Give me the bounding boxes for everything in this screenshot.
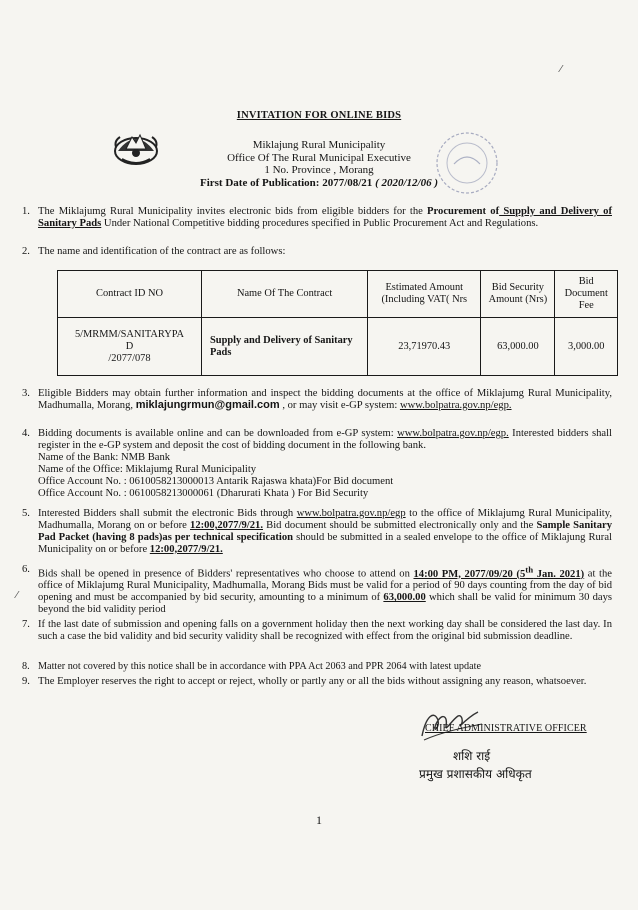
cell-contract-name: Supply and Delivery of Sanitary Pads: [202, 318, 368, 376]
clause-4: [22, 428, 612, 499]
cell-contract-id: [58, 318, 202, 376]
document-title: INVITATION FOR ONLINE BIDS: [236, 110, 402, 121]
clause-2: [22, 246, 612, 258]
clause-number: 9.: [22, 676, 30, 687]
officer-name-nepali: शशि राई: [453, 749, 491, 763]
contract-id-part: D: [125, 340, 134, 352]
procurement-subject: Supply and Delivery of Sanitary Pads: [38, 206, 612, 229]
province-line: 1 No. Province , Morang: [264, 164, 374, 176]
clause-text-mid: to the office of Miklajumg Rural Municipality, Madhumalla, Morang on or before: [38, 508, 612, 531]
clause-3: [22, 388, 612, 412]
office-name: Office Of The Rural Municipal Executive: [227, 151, 411, 164]
clause-7: [22, 619, 612, 643]
contract-id-part: /2077/078: [108, 352, 151, 364]
margin-mark: ⁄: [16, 590, 18, 601]
header-contract-id: Contract ID NO: [58, 271, 202, 318]
cell-document-fee: 3,000.00: [555, 318, 618, 376]
page-number: 1: [316, 813, 322, 827]
clause-text: If the last date of submission and opening falls on a government holiday then the next working day shall be considered the last day. In such a case the bid validity and bid security validity shall be recognized with effect from the original bid submission deadline.: [38, 619, 612, 642]
clause-text: Eligible Bidders may obtain further information and inspect the bidding documents at the office of Miklajumg Rural Municipality, Madhumalla, Morang,: [38, 388, 612, 411]
table-row: [58, 318, 618, 376]
sample-requirement: Sample Sanitary Pad Packet (having 8 pads)as per technical specification: [38, 519, 612, 543]
clause-number: 6.: [22, 564, 30, 575]
clause-text: Matter not covered by this notice shall be in accordance with PPA Act 2063 and PPR 2064 with latest update: [38, 661, 481, 672]
procurement-label: Procurement of: [427, 206, 500, 217]
cell-bid-security: 63,000.00: [481, 318, 555, 376]
clause-text: Bids shall be opened in presence of Bidders' representatives who choose to attend on: [38, 568, 414, 580]
header-contract-name: Name Of The Contract: [202, 271, 368, 318]
egp-link[interactable]: www.bolpatra.gov.np/egp: [296, 508, 406, 519]
clause-5: [22, 508, 612, 556]
clause-text-mid: , or may visit e-GP system:: [279, 399, 400, 411]
opening-date-ad: Jan. 2021): [533, 568, 585, 580]
header-bid-security: Bid Security Amount (Nrs): [481, 271, 555, 318]
clause-9: [22, 676, 612, 688]
egp-link[interactable]: www.bolpatra.gov.np/egp.: [399, 399, 512, 411]
egp-link[interactable]: www.bolpatra.gov.np/egp.: [397, 428, 509, 439]
clause-6: [22, 564, 612, 616]
clause-text: Bidding documents is available online and can be downloaded from e-GP system:: [38, 428, 398, 439]
clause-text: The Miklajumg Rural Municipality invites electronic bids from eligible bidders for the: [38, 206, 428, 217]
bank-account-security: Office Account No. : 0610058213000061 (Dharurati Khata ) For Bid Security: [38, 487, 369, 499]
clause-number: 5.: [22, 508, 30, 519]
clause-text-end: Under National Competitive bidding procedures specified in Public Procurement Act and Regulations.: [101, 217, 539, 229]
table-header-row: [58, 271, 618, 318]
cell-estimated-amount: 23,71970.43: [368, 318, 481, 376]
opening-date-main: 14:00 PM, 2077/09/20 (5: [413, 568, 526, 580]
publication-label: First Date of Publication: 2077/08/21: [199, 176, 376, 189]
clause-number: 8.: [22, 661, 30, 672]
contact-email[interactable]: miklajungrmun@gmail.com: [135, 398, 280, 411]
office-stamp: [432, 128, 502, 198]
contract-table: [57, 270, 618, 376]
publication-date: [0, 177, 638, 190]
org-name: Miklajung Rural Municipality: [252, 139, 386, 151]
clause-number: 4.: [22, 428, 30, 439]
submission-deadline: 12:00,2077/9/21.: [190, 519, 263, 531]
clause-text-mid: at the office of Miklajumg Rural Municipality, Madhumalla, Morang Bids must be valid for a period of 90 days counting from the day of bid opening and must be accompanied by bid security, amounting to a minimum of: [38, 568, 612, 604]
clause-text-end: which shall be valid for minimum 30 days beyond the bid validity period: [38, 592, 612, 616]
bank-office: Name of the Office: Miklajumg Rural Municipality: [38, 463, 257, 475]
clause-1: [22, 206, 612, 230]
header-document-fee: Bid Document Fee: [555, 271, 618, 318]
bank-name: Name of the Bank: NMB Bank: [38, 451, 171, 463]
publication-date-ad: ( 2020/12/06 ): [375, 176, 439, 189]
clause-number: 1.: [22, 206, 30, 217]
sample-deadline: 12:00,2077/9/21.: [149, 543, 223, 555]
clause-number: 7.: [22, 619, 30, 630]
clause-text: The Employer reserves the right to accept or reject, wholly or partly any or all the bids without assigning any reason, whatsoever.: [38, 676, 587, 687]
opening-date-sup: th: [525, 564, 534, 574]
margin-mark: ⁄: [560, 64, 562, 75]
clause-text-mid: Bid document should be submitted electronically only and the: [263, 519, 537, 531]
clause-text-end: Interested bidders shall register in the e-GP system and deposit the cost of bidding document in the following bank.: [38, 428, 612, 451]
clause-text: The name and identification of the contract are as follows:: [38, 246, 286, 257]
clause-8: [22, 661, 612, 673]
clause-text-end: should be submitted in a sealed envelope to the office of Miklajung Rural Municipality on or before: [38, 531, 612, 555]
officer-role-nepali: प्रमुख प्रशासकीय अधिकृत: [419, 767, 532, 781]
chief-administrative-officer: CHIEF ADMINISTRATIVE OFFICER: [425, 723, 587, 734]
bank-account-document: Office Account No. : 0610058213000013 Antarik Rajaswa khata)For Bid document: [38, 475, 394, 487]
opening-date: [413, 564, 585, 580]
header-estimated-amount: Estimated Amount (Including VAT( Nrs: [368, 271, 481, 318]
clause-text: Interested Bidders shall submit the electronic Bids through: [38, 508, 297, 519]
contract-id-part: 5/MRMM/SANITARYPA: [74, 328, 185, 340]
clause-number: 3.: [22, 388, 30, 399]
bid-security-amount: 63,000.00: [383, 592, 426, 604]
clause-number: 2.: [22, 246, 30, 257]
